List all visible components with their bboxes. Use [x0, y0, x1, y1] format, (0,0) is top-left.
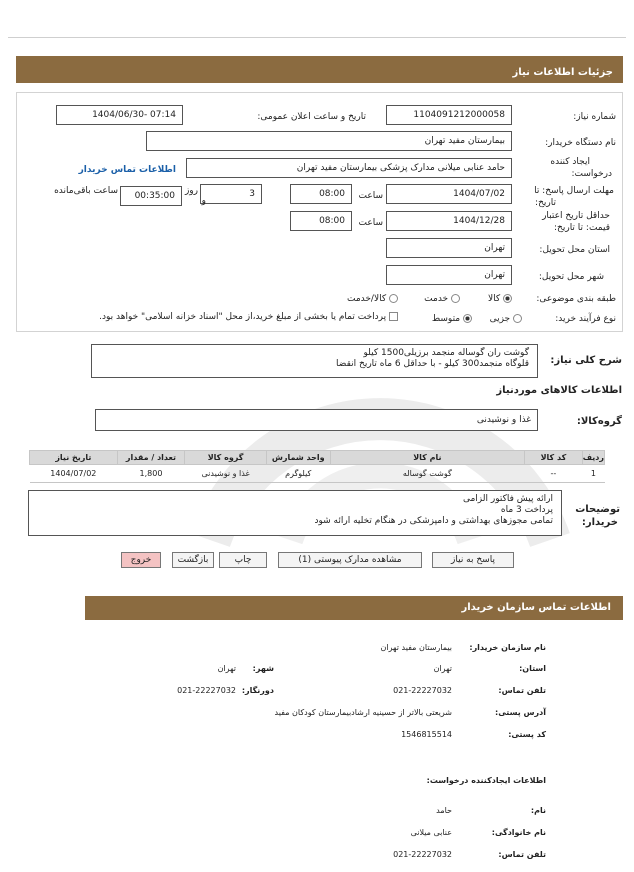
days-field[interactable]: 3 [200, 184, 262, 204]
radio-icon [463, 314, 472, 323]
deadline-time-field[interactable]: 08:00 [290, 184, 352, 204]
radio-icon [389, 294, 398, 303]
column-quantity: تعداد / مقدار [117, 451, 185, 465]
buyer-notes-box [28, 490, 562, 536]
deadline-label-1: مهلت ارسال پاسخ: تا [534, 186, 614, 196]
contact-province-label: استان: [519, 664, 546, 673]
contact-province-value: تهران [433, 664, 452, 673]
reply-button[interactable]: پاسخ به نیاز [432, 552, 514, 568]
category-label: طبقه بندی موضوعی: [536, 294, 616, 304]
cell-quantity: 1,800 [117, 465, 185, 483]
validity-label-1: حداقل تاریخ اعتبار [542, 211, 610, 221]
summary-line-1: گوشت ران گوساله منجمد برزیلی1500 کیلو [363, 348, 529, 358]
buyer-notes-line-3: تمامی مجوزهای بهداشتی و دامپزشکی در هنگام تخلیه ارائه شود [314, 516, 553, 526]
contact-org-value: بیمارستان مفید تهران [380, 643, 452, 652]
creator-family-label: نام خانوادگی: [491, 828, 546, 837]
deadline-label-2: تاریخ: [535, 198, 556, 208]
goods-group-field[interactable]: غذا و نوشیدنی [95, 409, 538, 431]
cell-item-group: غذا و نوشیدنی [185, 465, 267, 483]
delivery-province-label: استان محل تحویل: [539, 245, 610, 255]
contact-phone-label: تلفن تماس: [498, 686, 546, 695]
contact-section-title: اطلاعات تماس سازمان خریدار [85, 596, 623, 620]
delivery-province-field[interactable]: تهران [386, 238, 512, 258]
delivery-city-field[interactable]: تهران [386, 265, 512, 285]
cell-need-date: 1404/07/02 [30, 465, 118, 483]
contact-address-value: شریعتی بالاتر از حسینیه ارشادبیمارستان کودکان مفید [274, 708, 452, 717]
process-option-minor[interactable]: جزیی [490, 314, 522, 324]
creator-info-title: اطلاعات ایجادکننده درخواست: [426, 776, 546, 785]
contact-postal-label: کد پستی: [508, 730, 546, 739]
announce-date-label: تاریخ و ساعت اعلان عمومی: [257, 112, 366, 122]
need-number-field[interactable]: 1104091212000058 [386, 105, 512, 125]
validity-time-label: ساعت [358, 218, 383, 228]
cell-row-number: 1 [582, 465, 604, 483]
buyer-notes-label-1: توضیحات [575, 504, 620, 515]
process-option-medium[interactable]: متوسط [432, 314, 472, 324]
contact-address-label: آدرس پستی: [495, 708, 546, 717]
buyer-name-field[interactable]: بیمارستان مفید تهران [146, 131, 512, 151]
creator-name-label: نام: [530, 806, 546, 815]
column-item-name: نام کالا [330, 451, 525, 465]
treasury-payment-option[interactable]: پرداخت تمام یا بخشی از مبلغ خرید،از محل "اسناد خزانه اسلامی" خواهد بود. [99, 312, 398, 322]
view-attachments-button[interactable]: مشاهده مدارک پیوستی (1) [278, 552, 422, 568]
delivery-city-label: شهر محل تحویل: [538, 272, 604, 282]
process-type-label: نوع فرآیند خرید: [555, 314, 616, 324]
remaining-time-label: ساعت باقی‌مانده [54, 186, 118, 196]
cell-item-name: گوشت گوساله [330, 465, 525, 483]
column-unit: واحد شمارش [266, 451, 330, 465]
need-number-label: شماره نیاز: [573, 112, 616, 122]
buyer-contact-link[interactable]: اطلاعات تماس خریدار [78, 165, 176, 175]
exit-button[interactable]: خروج [121, 552, 161, 568]
and-label: و [201, 196, 206, 206]
top-divider [8, 37, 626, 38]
column-item-group: گروه کالا [185, 451, 267, 465]
contact-postal-value: 1546815514 [401, 730, 452, 739]
summary-label: شرح کلی نیاز: [550, 355, 622, 366]
creator-name-value: حامد [436, 806, 452, 815]
goods-table [29, 450, 605, 483]
buyer-notes-line-2: پرداخت 3 ماه [500, 505, 553, 515]
goods-group-label: گروه‌کالا: [576, 416, 622, 427]
deadline-date-field[interactable]: 1404/07/02 [386, 184, 512, 204]
creator-field[interactable]: حامد عنابی میلانی مدارک پزشکی بیمارستان مفید تهران [186, 158, 512, 178]
page-title: جزئیات اطلاعات نیاز [16, 56, 623, 83]
column-row-number: ردیف [582, 451, 604, 465]
deadline-time-label: ساعت [358, 191, 383, 201]
creator-family-value: عنابی میلانی [410, 828, 452, 837]
contact-phone-value: 021-22227032 [393, 686, 452, 695]
print-button[interactable]: چاپ [219, 552, 267, 568]
radio-icon [513, 314, 522, 323]
category-option-goods[interactable]: کالا [488, 294, 512, 304]
back-button[interactable]: بازگشت [172, 552, 214, 568]
validity-label-2: قیمت: تا تاریخ: [554, 223, 610, 233]
category-option-service[interactable]: خدمت [424, 294, 460, 304]
creator-phone-value: 021-22227032 [393, 850, 452, 859]
cell-item-code: -- [525, 465, 583, 483]
column-item-code: کد کالا [525, 451, 583, 465]
buyer-notes-label-2: خریدار: [581, 517, 618, 528]
table-row[interactable] [30, 465, 605, 483]
summary-box [91, 344, 538, 378]
checkbox-icon [389, 312, 398, 321]
contact-org-label: نام سازمان خریدار: [469, 643, 546, 652]
contact-city-label: شهر: [252, 664, 274, 673]
cell-unit: کیلوگرم [266, 465, 330, 483]
column-need-date: تاریخ نیاز [30, 451, 118, 465]
goods-table-header [30, 451, 605, 465]
category-option-both[interactable]: کالا/خدمت [347, 294, 398, 304]
contact-city-value: تهران [217, 664, 236, 673]
radio-icon [451, 294, 460, 303]
creator-phone-label: تلفن تماس: [498, 850, 546, 859]
contact-fax-label: دورنگار: [241, 686, 274, 695]
summary-line-2: قلوگاه منجمد300 کیلو - با حداقل 6 ماه تاریخ انقضا [336, 359, 529, 369]
contact-fax-value: 021-22227032 [177, 686, 236, 695]
creator-label-1: ایجاد کننده [550, 157, 590, 167]
validity-date-field[interactable]: 1404/12/28 [386, 211, 512, 231]
creator-label-2: درخواست: [571, 169, 612, 179]
day-label: روز [184, 186, 198, 196]
announce-date-field[interactable]: 1404/06/30- 07:14 [56, 105, 183, 125]
radio-icon [503, 294, 512, 303]
remaining-time-field[interactable]: 00:35:00 [120, 186, 182, 206]
buyer-notes-line-1: ارائه پیش فاکتور الزامی [462, 494, 553, 504]
goods-section-title: اطلاعات کالاهای موردنیاز [496, 385, 622, 396]
buyer-name-label: نام دستگاه خریدار: [545, 138, 616, 148]
validity-time-field[interactable]: 08:00 [290, 211, 352, 231]
